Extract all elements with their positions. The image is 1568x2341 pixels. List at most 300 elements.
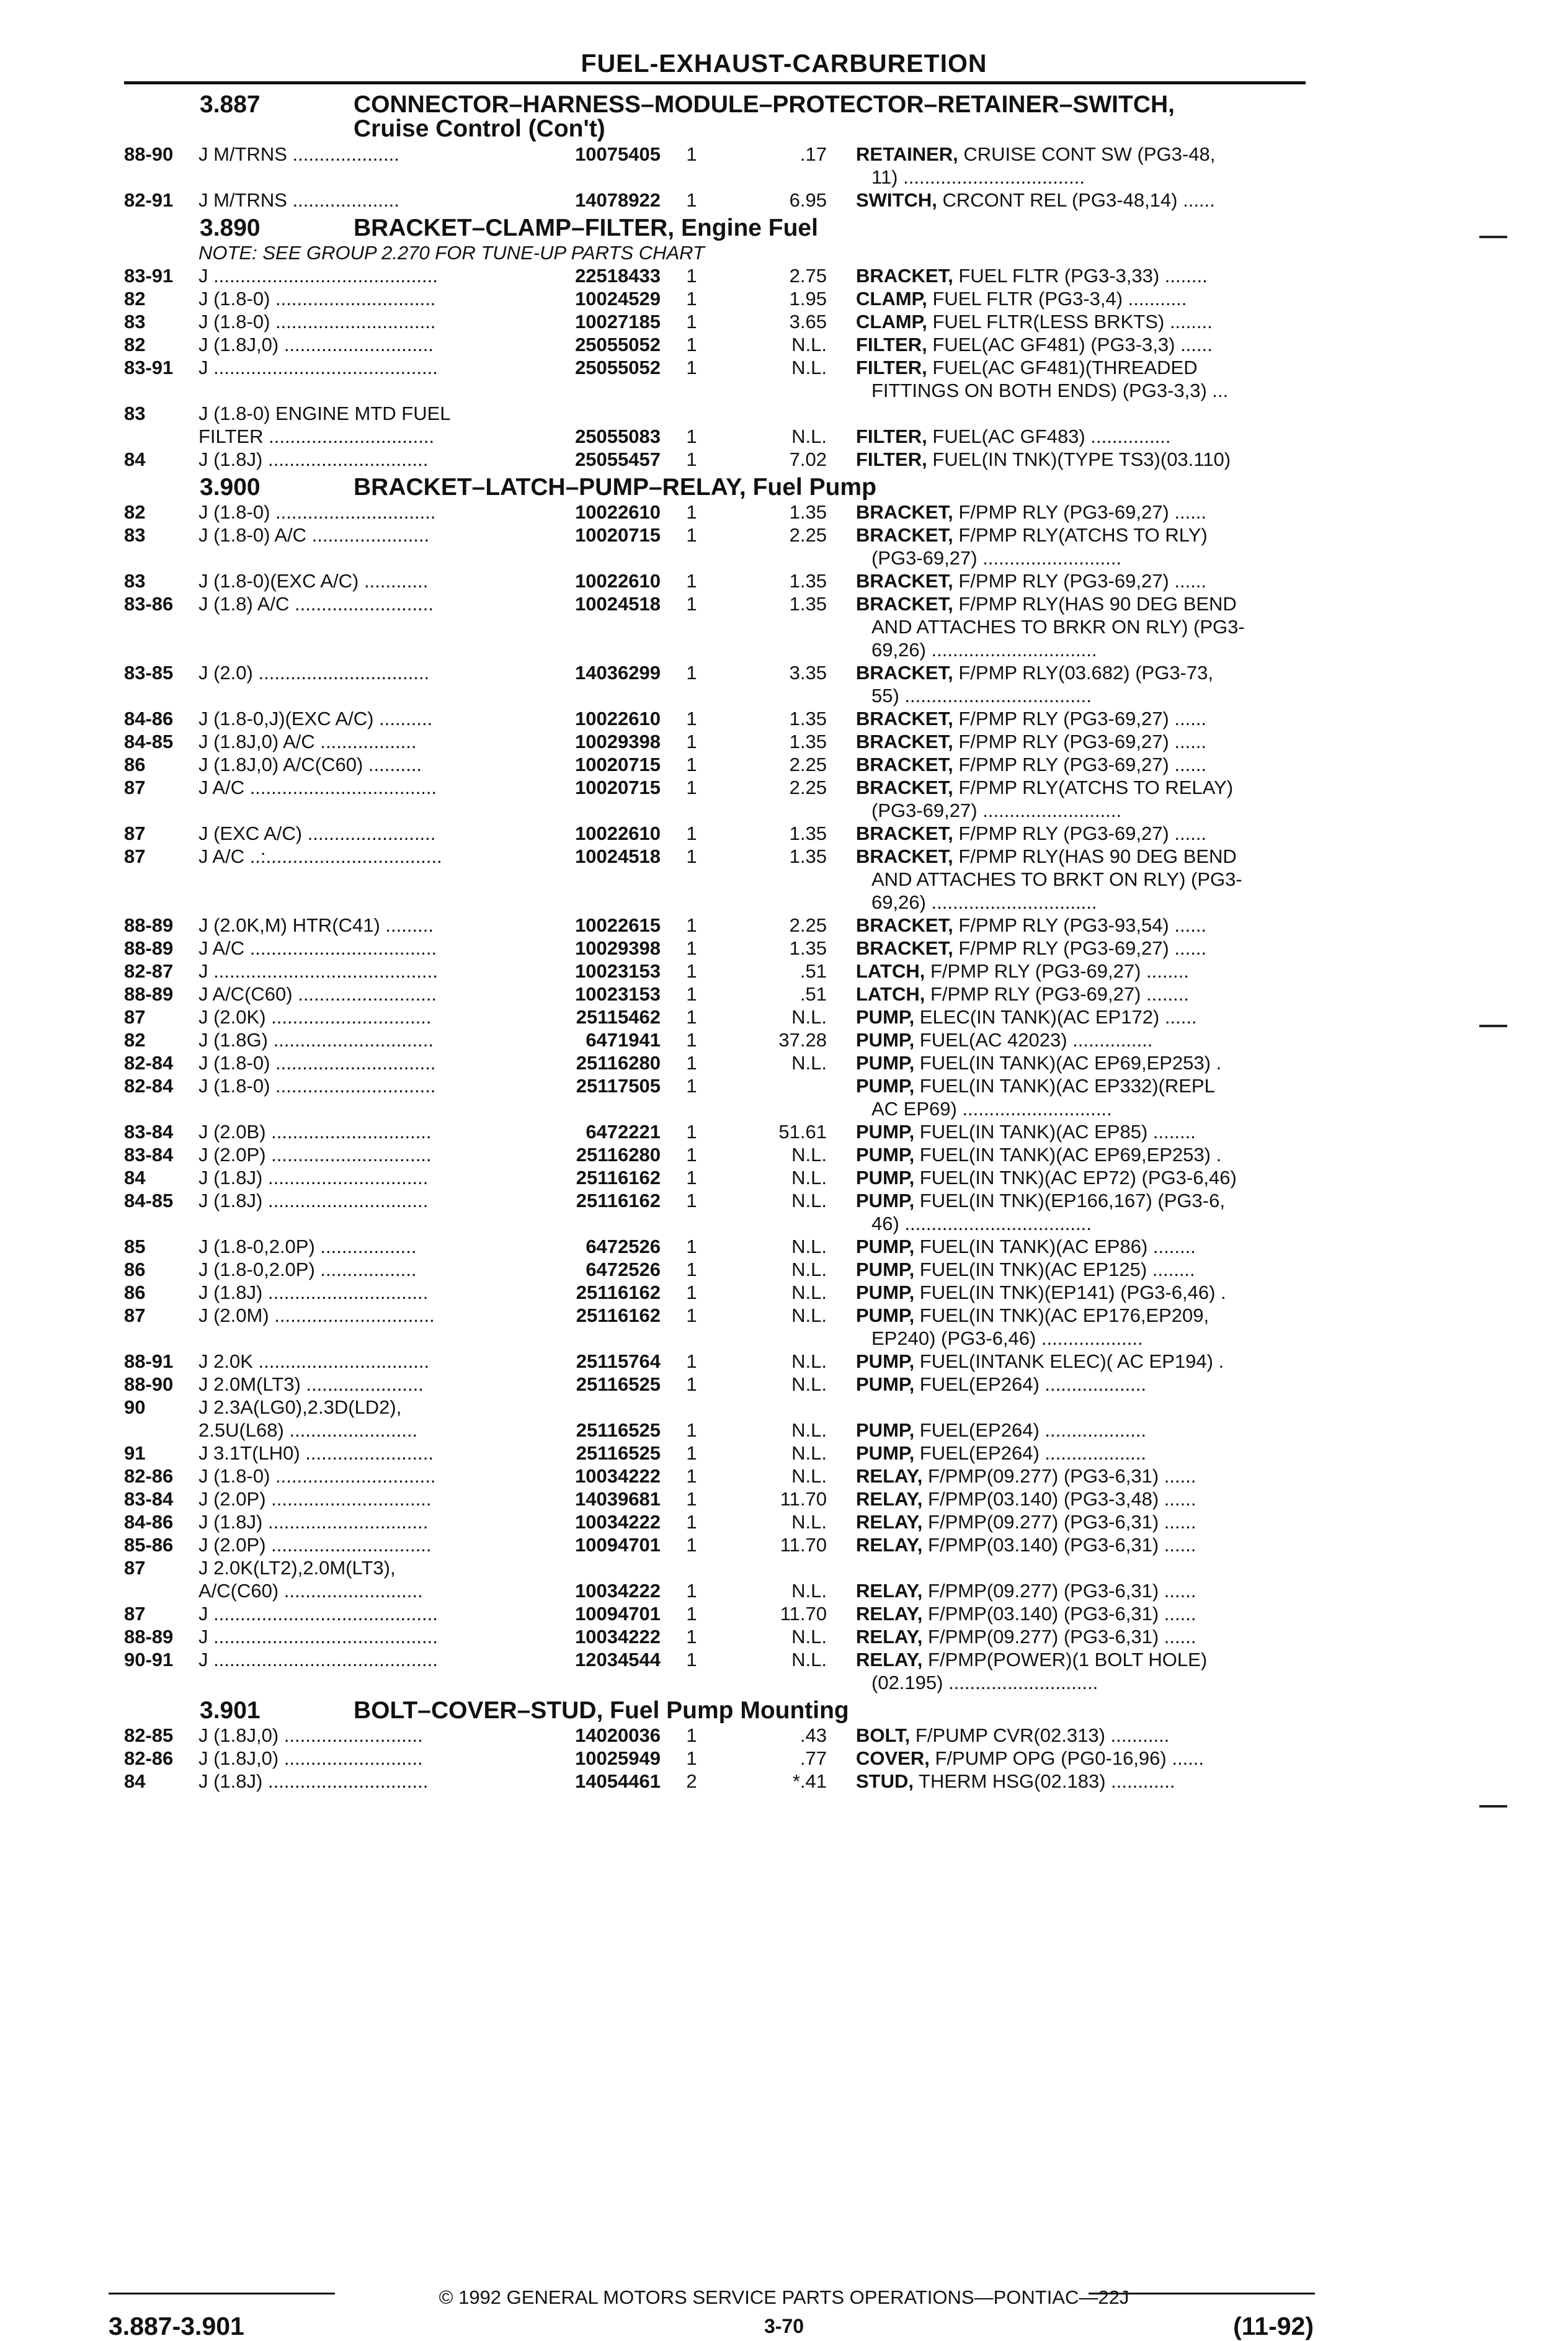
part-detail: FUEL(IN TNK)(TYPE TS3)(03.110): [927, 448, 1231, 470]
description-text: FITTINGS ON BOTH ENDS) (PG3-3,3) ...: [871, 380, 1229, 401]
price: 2.75: [789, 265, 827, 287]
price: 1.35: [789, 501, 827, 523]
model-years: 83-91: [124, 265, 174, 287]
part-number: 10034222: [575, 1511, 661, 1533]
model-application: J (1.8J,0) A/C ..................: [198, 731, 417, 752]
margin-tick-mark: [1479, 236, 1507, 238]
part-detail: F/PMP RLY(HAS 90 DEG BEND: [953, 593, 1237, 615]
footer-copyright: © 1992 GENERAL MOTORS SERVICE PARTS OPERATIONS—PONTIAC—22J: [439, 2286, 1129, 2308]
price: 51.61: [778, 1121, 827, 1143]
model-application: J ..........................................: [198, 265, 438, 287]
section-number: 3.890: [200, 215, 261, 241]
part-number: 10024518: [575, 593, 661, 615]
model-years: 88-89: [124, 914, 174, 936]
part-name: RELAY,: [856, 1488, 923, 1510]
part-detail: F/PMP RLY (PG3-69,27) ......: [953, 501, 1207, 523]
part-detail: F/PMP RLY (PG3-69,27) ......: [953, 823, 1207, 844]
part-row: [0, 1724, 1568, 1747]
part-name: CLAMP,: [856, 311, 927, 332]
model-years: 83-84: [124, 1144, 174, 1166]
part-description: [856, 1625, 1306, 1648]
part-name: LATCH,: [856, 983, 925, 1005]
quantity: 1: [686, 288, 697, 310]
model-application: J 2.0K ................................: [198, 1350, 430, 1372]
part-detail: F/PMP RLY (PG3-69,27) ......: [953, 708, 1207, 729]
header-divider: [124, 81, 1306, 84]
part-number: 10023153: [575, 960, 661, 982]
part-detail: FUEL(IN TANK)(AC EP86) ........: [914, 1236, 1196, 1257]
part-name: SWITCH,: [856, 189, 937, 211]
quantity: 1: [686, 1259, 697, 1280]
model-application: J (2.0) ................................: [198, 662, 430, 684]
part-detail: FUEL FLTR (PG3-3,33) ........: [953, 265, 1208, 287]
part-description: [856, 1258, 1306, 1281]
part-detail: F/PMP(03.140) (PG3-3,48) ......: [922, 1488, 1196, 1510]
quantity: 1: [686, 1626, 697, 1648]
quantity: 1: [686, 1580, 697, 1602]
part-detail: F/PMP(09.277) (PG3-6,31) ......: [922, 1465, 1196, 1487]
description-continuation: [0, 638, 1568, 661]
model-application: J (1.8J,0) ..........................: [198, 1724, 423, 1746]
model-years: 83-86: [124, 593, 174, 615]
price: N.L.: [791, 357, 827, 378]
model-application: J (2.0P) ..............................: [198, 1534, 432, 1556]
model-years: 86: [124, 754, 146, 775]
price: 1.35: [789, 731, 827, 752]
model-years: 84-86: [124, 1511, 174, 1533]
price: N.L.: [791, 334, 827, 355]
part-detail: FUEL(EP264) ...................: [914, 1419, 1147, 1441]
part-number: 25116525: [576, 1373, 661, 1395]
model-years: 82-86: [124, 1465, 174, 1487]
part-row: [0, 845, 1568, 868]
part-detail: F/PMP RLY (PG3-69,27) ........: [925, 983, 1189, 1005]
quantity: 1: [686, 708, 697, 729]
description-continuation: [0, 1212, 1568, 1235]
part-number: 6472221: [586, 1121, 661, 1143]
price: N.L.: [791, 1419, 827, 1441]
part-detail: F/PMP RLY (PG3-69,27) ......: [953, 754, 1207, 775]
part-detail: FUEL(AC 42023) ...............: [914, 1029, 1153, 1051]
part-detail: FUEL(IN TNK)(EP166,167) (PG3-6,: [914, 1190, 1225, 1211]
quantity: 1: [686, 1465, 697, 1487]
price: N.L.: [791, 1580, 827, 1602]
price: *.41: [792, 1770, 827, 1792]
part-number: 25116280: [576, 1144, 661, 1166]
part-number: 25116280: [576, 1052, 661, 1074]
part-row: [0, 1028, 1568, 1051]
quantity: 1: [686, 1052, 697, 1074]
part-name: BRACKET,: [856, 845, 953, 867]
model-years: 82: [124, 334, 146, 355]
part-row: [0, 1396, 1568, 1419]
model-years: 84: [124, 448, 146, 470]
part-detail: F/PMP RLY (PG3-69,27) ......: [953, 937, 1207, 959]
price: N.L.: [791, 1144, 827, 1166]
part-number: 10022610: [575, 708, 661, 729]
model-years: 82: [124, 501, 146, 523]
part-row: [0, 264, 1568, 287]
description-text: 11) ..................................: [871, 166, 1085, 188]
model-application: J (2.0P) ..............................: [198, 1488, 432, 1510]
part-number: 14039681: [575, 1488, 661, 1510]
price: N.L.: [791, 1282, 827, 1303]
model-application: J (1.8-0)(EXC A/C) ............: [198, 570, 429, 592]
quantity: 1: [686, 983, 697, 1005]
part-name: RELAY,: [856, 1626, 923, 1648]
price: N.L.: [791, 1304, 827, 1326]
section-number: 3.900: [200, 474, 261, 501]
price: 2.25: [789, 777, 827, 798]
quantity: 1: [686, 1075, 697, 1097]
section-title: CONNECTOR–HARNESS–MODULE–PROTECTOR–RETAINER–SWITCH,: [354, 91, 1175, 118]
part-description: [856, 1235, 1306, 1258]
model-application: J (1.8J) ..............................: [198, 1282, 429, 1303]
description-text: (02.195) ............................: [871, 1672, 1098, 1693]
part-detail: F/PMP RLY (PG3-69,27) ......: [953, 731, 1207, 752]
part-description: [856, 1465, 1306, 1487]
part-detail: FUEL(AC GF481)(THREADED: [927, 357, 1198, 378]
part-row: [0, 592, 1568, 615]
model-application: J (EXC A/C) ........................: [198, 823, 436, 844]
part-row: [0, 661, 1568, 684]
description-continuation: [0, 1327, 1568, 1350]
model-application: J 2.0K(LT2),2.0M(LT3),: [198, 1557, 396, 1579]
price: 1.35: [789, 845, 827, 867]
footer-section-range: 3.887-3.901: [109, 2312, 244, 2340]
description-continuation: [0, 891, 1568, 914]
model-years: 88-89: [124, 937, 174, 959]
part-number: 10094701: [575, 1603, 661, 1625]
part-number: 10023153: [575, 983, 661, 1005]
price: 11.70: [780, 1534, 827, 1556]
part-row: [0, 707, 1568, 730]
part-detail: F/PMP(03.140) (PG3-6,31) ......: [922, 1534, 1196, 1556]
model-years: 83-85: [124, 662, 174, 684]
part-row: [0, 753, 1568, 776]
quantity: 1: [686, 570, 697, 592]
part-description: [856, 1373, 1306, 1396]
model-application: J 3.1T(LH0) ........................: [198, 1442, 434, 1464]
part-number: 10027185: [575, 311, 661, 332]
model-application: J (1.8J) ..............................: [198, 1190, 429, 1211]
model-years: 82-85: [124, 1724, 174, 1746]
part-name: FILTER,: [856, 334, 927, 355]
part-name: PUMP,: [856, 1075, 915, 1097]
model-application: J 2.3A(LG0),2.3D(LD2),: [198, 1396, 402, 1418]
part-name: FILTER,: [856, 357, 927, 378]
part-name: PUMP,: [856, 1442, 915, 1464]
section-number: 3.901: [200, 1697, 261, 1724]
part-number: 25116162: [576, 1190, 661, 1211]
description-text: 55) ...................................: [871, 685, 1092, 707]
part-description: [856, 1120, 1306, 1143]
model-years: 88-91: [124, 1350, 174, 1372]
part-name: BRACKET,: [856, 662, 953, 684]
part-name: LATCH,: [856, 960, 925, 982]
description-text: 69,26) ...............................: [871, 639, 1097, 661]
description-continuation: [0, 1671, 1568, 1694]
part-row: [0, 1304, 1568, 1327]
part-name: RETAINER,: [856, 143, 958, 165]
quantity: 1: [686, 1747, 697, 1769]
part-name: PUMP,: [856, 1144, 915, 1166]
price: .51: [800, 960, 827, 982]
quantity: 1: [686, 143, 697, 165]
part-name: RELAY,: [856, 1511, 923, 1533]
part-row: [0, 1648, 1568, 1671]
part-row: [0, 1556, 1568, 1579]
margin-tick-mark: [1479, 1805, 1507, 1808]
part-description: [856, 1747, 1306, 1770]
part-name: COVER,: [856, 1747, 930, 1769]
model-application: J M/TRNS ....................: [198, 189, 399, 211]
price: N.L.: [791, 1465, 827, 1487]
model-years: 91: [124, 1442, 146, 1464]
part-number: 25116162: [576, 1167, 661, 1188]
part-row: [0, 1770, 1568, 1793]
model-years: 84-85: [124, 1190, 174, 1211]
price: N.L.: [791, 1649, 827, 1670]
part-description: [856, 1281, 1306, 1304]
quantity: 1: [686, 1282, 697, 1303]
section-title: BRACKET–CLAMP–FILTER, Engine Fuel: [354, 215, 818, 241]
part-description: [856, 937, 1306, 960]
part-description: [856, 333, 1306, 356]
price: 6.95: [789, 189, 827, 211]
part-number: 10034222: [575, 1580, 661, 1602]
part-detail: FUEL(IN TNK)(EP141) (PG3-6,46) .: [914, 1282, 1226, 1303]
part-number: 14054461: [575, 1770, 661, 1792]
part-detail: F/PMP RLY(03.682) (PG3-73,: [953, 662, 1213, 684]
quantity: 1: [686, 1121, 697, 1143]
model-years: 82-87: [124, 960, 174, 982]
part-name: BRACKET,: [856, 708, 953, 729]
part-name: BRACKET,: [856, 593, 953, 615]
model-years: 82: [124, 1029, 146, 1051]
part-detail: CRCONT REL (PG3-48,14) ......: [937, 189, 1215, 211]
part-name: BRACKET,: [856, 501, 953, 523]
price: N.L.: [791, 426, 827, 447]
part-description: [856, 661, 1306, 684]
part-detail: FUEL(EP264) ...................: [914, 1373, 1147, 1395]
price: N.L.: [791, 1350, 827, 1372]
model-years: 83-91: [124, 357, 174, 378]
section-note: [0, 241, 1568, 264]
part-number: 10022610: [575, 823, 661, 844]
price: 2.25: [789, 914, 827, 936]
part-name: BRACKET,: [856, 731, 953, 752]
section-heading: [0, 212, 1568, 241]
quantity: 1: [686, 1236, 697, 1257]
model-application: J (2.0B) ..............................: [198, 1121, 432, 1143]
part-detail: F/PMP(09.277) (PG3-6,31) ......: [922, 1626, 1196, 1648]
quantity: 1: [686, 593, 697, 615]
model-application: J (1.8J,0) A/C(C60) ..........: [198, 754, 422, 775]
part-description: [856, 1350, 1306, 1373]
part-name: FILTER,: [856, 448, 927, 470]
part-description: [856, 730, 1306, 753]
section-subheading: [0, 115, 1568, 143]
part-name: RELAY,: [856, 1534, 923, 1556]
part-number: 10024518: [575, 845, 661, 867]
model-application: J ..........................................: [198, 357, 438, 378]
part-row: [0, 143, 1568, 166]
part-row: [0, 1281, 1568, 1304]
part-number: 10020715: [575, 754, 661, 775]
model-application: FILTER ...............................: [198, 426, 435, 447]
part-number: 10020715: [575, 777, 661, 798]
part-number: 25055052: [575, 357, 661, 378]
quantity: 1: [686, 914, 697, 936]
description-continuation: [0, 799, 1568, 822]
quantity: 1: [686, 960, 697, 982]
model-years: 87: [124, 1557, 146, 1579]
part-row: [0, 914, 1568, 937]
part-name: PUMP,: [856, 1259, 915, 1280]
part-name: STUD,: [856, 1770, 914, 1792]
model-application: J (2.0M) ..............................: [198, 1304, 435, 1326]
price: N.L.: [791, 1167, 827, 1188]
part-number: 25116162: [576, 1282, 661, 1303]
part-row: [0, 333, 1568, 356]
model-application: J A/C ...................................: [198, 777, 437, 798]
price: N.L.: [791, 1236, 827, 1257]
model-years: 87: [124, 845, 146, 867]
part-name: PUMP,: [856, 1419, 915, 1441]
price: 1.95: [789, 288, 827, 310]
model-application: J (2.0K,M) HTR(C41) .........: [198, 914, 434, 936]
description-continuation: [0, 166, 1568, 189]
part-number: 25115462: [576, 1006, 661, 1028]
price: N.L.: [791, 1190, 827, 1211]
part-name: PUMP,: [856, 1029, 915, 1051]
part-detail: FUEL(IN TNK)(AC EP72) (PG3-6,46): [914, 1167, 1237, 1188]
part-name: PUMP,: [856, 1350, 915, 1372]
description-continuation: [0, 1097, 1568, 1120]
part-number: 6472526: [586, 1236, 661, 1257]
page-title: FUEL-EXHAUST-CARBURETION: [581, 49, 987, 78]
description-text: AND ATTACHES TO BRKR ON RLY) (PG3-: [871, 616, 1245, 638]
part-description: [856, 845, 1306, 868]
quantity: 1: [686, 1167, 697, 1188]
part-row: [0, 1579, 1568, 1602]
part-row: [0, 1442, 1568, 1465]
quantity: 1: [686, 1304, 697, 1326]
quantity: 1: [686, 1190, 697, 1211]
model-application: J (1.8J,0) ..........................: [198, 1747, 423, 1769]
part-row: [0, 425, 1568, 448]
model-application: J (1.8-0,2.0P) ..................: [198, 1259, 417, 1280]
description-continuation: [0, 868, 1568, 891]
part-description: [856, 776, 1306, 799]
model-application: J (1.8-0,2.0P) ..................: [198, 1236, 417, 1257]
quantity: 1: [686, 754, 697, 775]
model-application: J (1.8G) ..............................: [198, 1029, 434, 1051]
part-row: [0, 1373, 1568, 1396]
part-row: [0, 1602, 1568, 1625]
part-number: 10022610: [575, 501, 661, 523]
part-row: [0, 1120, 1568, 1143]
part-row: [0, 1258, 1568, 1281]
part-name: BRACKET,: [856, 823, 953, 844]
price: N.L.: [791, 1052, 827, 1074]
part-description: [856, 1770, 1306, 1793]
part-number: 10029398: [575, 731, 661, 752]
model-years: 88-90: [124, 143, 174, 165]
part-number: 10094701: [575, 1534, 661, 1556]
description-continuation: [0, 379, 1568, 402]
part-row: [0, 524, 1568, 546]
model-years: 84: [124, 1770, 146, 1792]
part-description: [856, 1143, 1306, 1166]
model-application: J (1.8-0) ..............................: [198, 1075, 436, 1097]
part-description: [856, 753, 1306, 776]
model-years: 84-86: [124, 708, 174, 729]
part-detail: THERM HSG(02.183) ............: [914, 1770, 1175, 1792]
part-row: [0, 1074, 1568, 1097]
model-application: J 2.0M(LT3) ......................: [198, 1373, 424, 1395]
model-years: 85-86: [124, 1534, 174, 1556]
model-years: 82-91: [124, 189, 174, 211]
model-years: 84: [124, 1167, 146, 1188]
price: 37.28: [778, 1029, 827, 1051]
part-number: 10022610: [575, 570, 661, 592]
description-continuation: [0, 615, 1568, 638]
part-detail: F/PUMP CVR(02.313) ...........: [910, 1724, 1170, 1746]
part-detail: FUEL(AC GF483) ...............: [927, 426, 1171, 447]
model-application: J (1.8-0) ..............................: [198, 311, 436, 332]
price: .43: [800, 1724, 827, 1746]
model-application: J M/TRNS ....................: [198, 143, 399, 165]
part-description: [856, 287, 1306, 310]
part-number: 10034222: [575, 1626, 661, 1648]
part-number: 14036299: [575, 662, 661, 684]
part-row: [0, 960, 1568, 983]
price: N.L.: [791, 1511, 827, 1533]
part-row: [0, 776, 1568, 799]
model-years: 82: [124, 288, 146, 310]
part-row: [0, 1006, 1568, 1028]
quantity: 1: [686, 1029, 697, 1051]
model-years: 83: [124, 524, 146, 546]
part-detail: F/PMP RLY(ATCHS TO RELAY): [953, 777, 1234, 798]
quantity: 1: [686, 1350, 697, 1372]
model-application: J A/C(C60) ..........................: [198, 983, 437, 1005]
part-detail: FUEL(IN TANK)(AC EP85) ........: [914, 1121, 1196, 1143]
model-application: J ..........................................: [198, 1626, 438, 1648]
section-number: 3.887: [200, 91, 261, 118]
part-detail: FUEL(IN TNK)(AC EP176,EP209,: [914, 1304, 1209, 1326]
price: 3.35: [789, 662, 827, 684]
price: .17: [800, 143, 827, 165]
part-name: RELAY,: [856, 1603, 923, 1625]
model-years: 83-84: [124, 1488, 174, 1510]
model-application: J (1.8-0) ..............................: [198, 1052, 436, 1074]
quantity: 1: [686, 1724, 697, 1746]
model-application: J A/C ...................................: [198, 937, 437, 959]
part-description: [856, 592, 1306, 615]
section-title: BRACKET–LATCH–PUMP–RELAY, Fuel Pump: [354, 474, 876, 501]
part-description: [856, 983, 1306, 1006]
part-detail: ELEC(IN TANK)(AC EP172) ......: [914, 1006, 1197, 1028]
model-years: 86: [124, 1282, 146, 1303]
description-text: AND ATTACHES TO BRKT ON RLY) (PG3-: [871, 868, 1242, 890]
quantity: 1: [686, 265, 697, 287]
part-description: [856, 501, 1306, 524]
part-number: 25055457: [575, 448, 661, 470]
price: 2.25: [789, 524, 827, 546]
